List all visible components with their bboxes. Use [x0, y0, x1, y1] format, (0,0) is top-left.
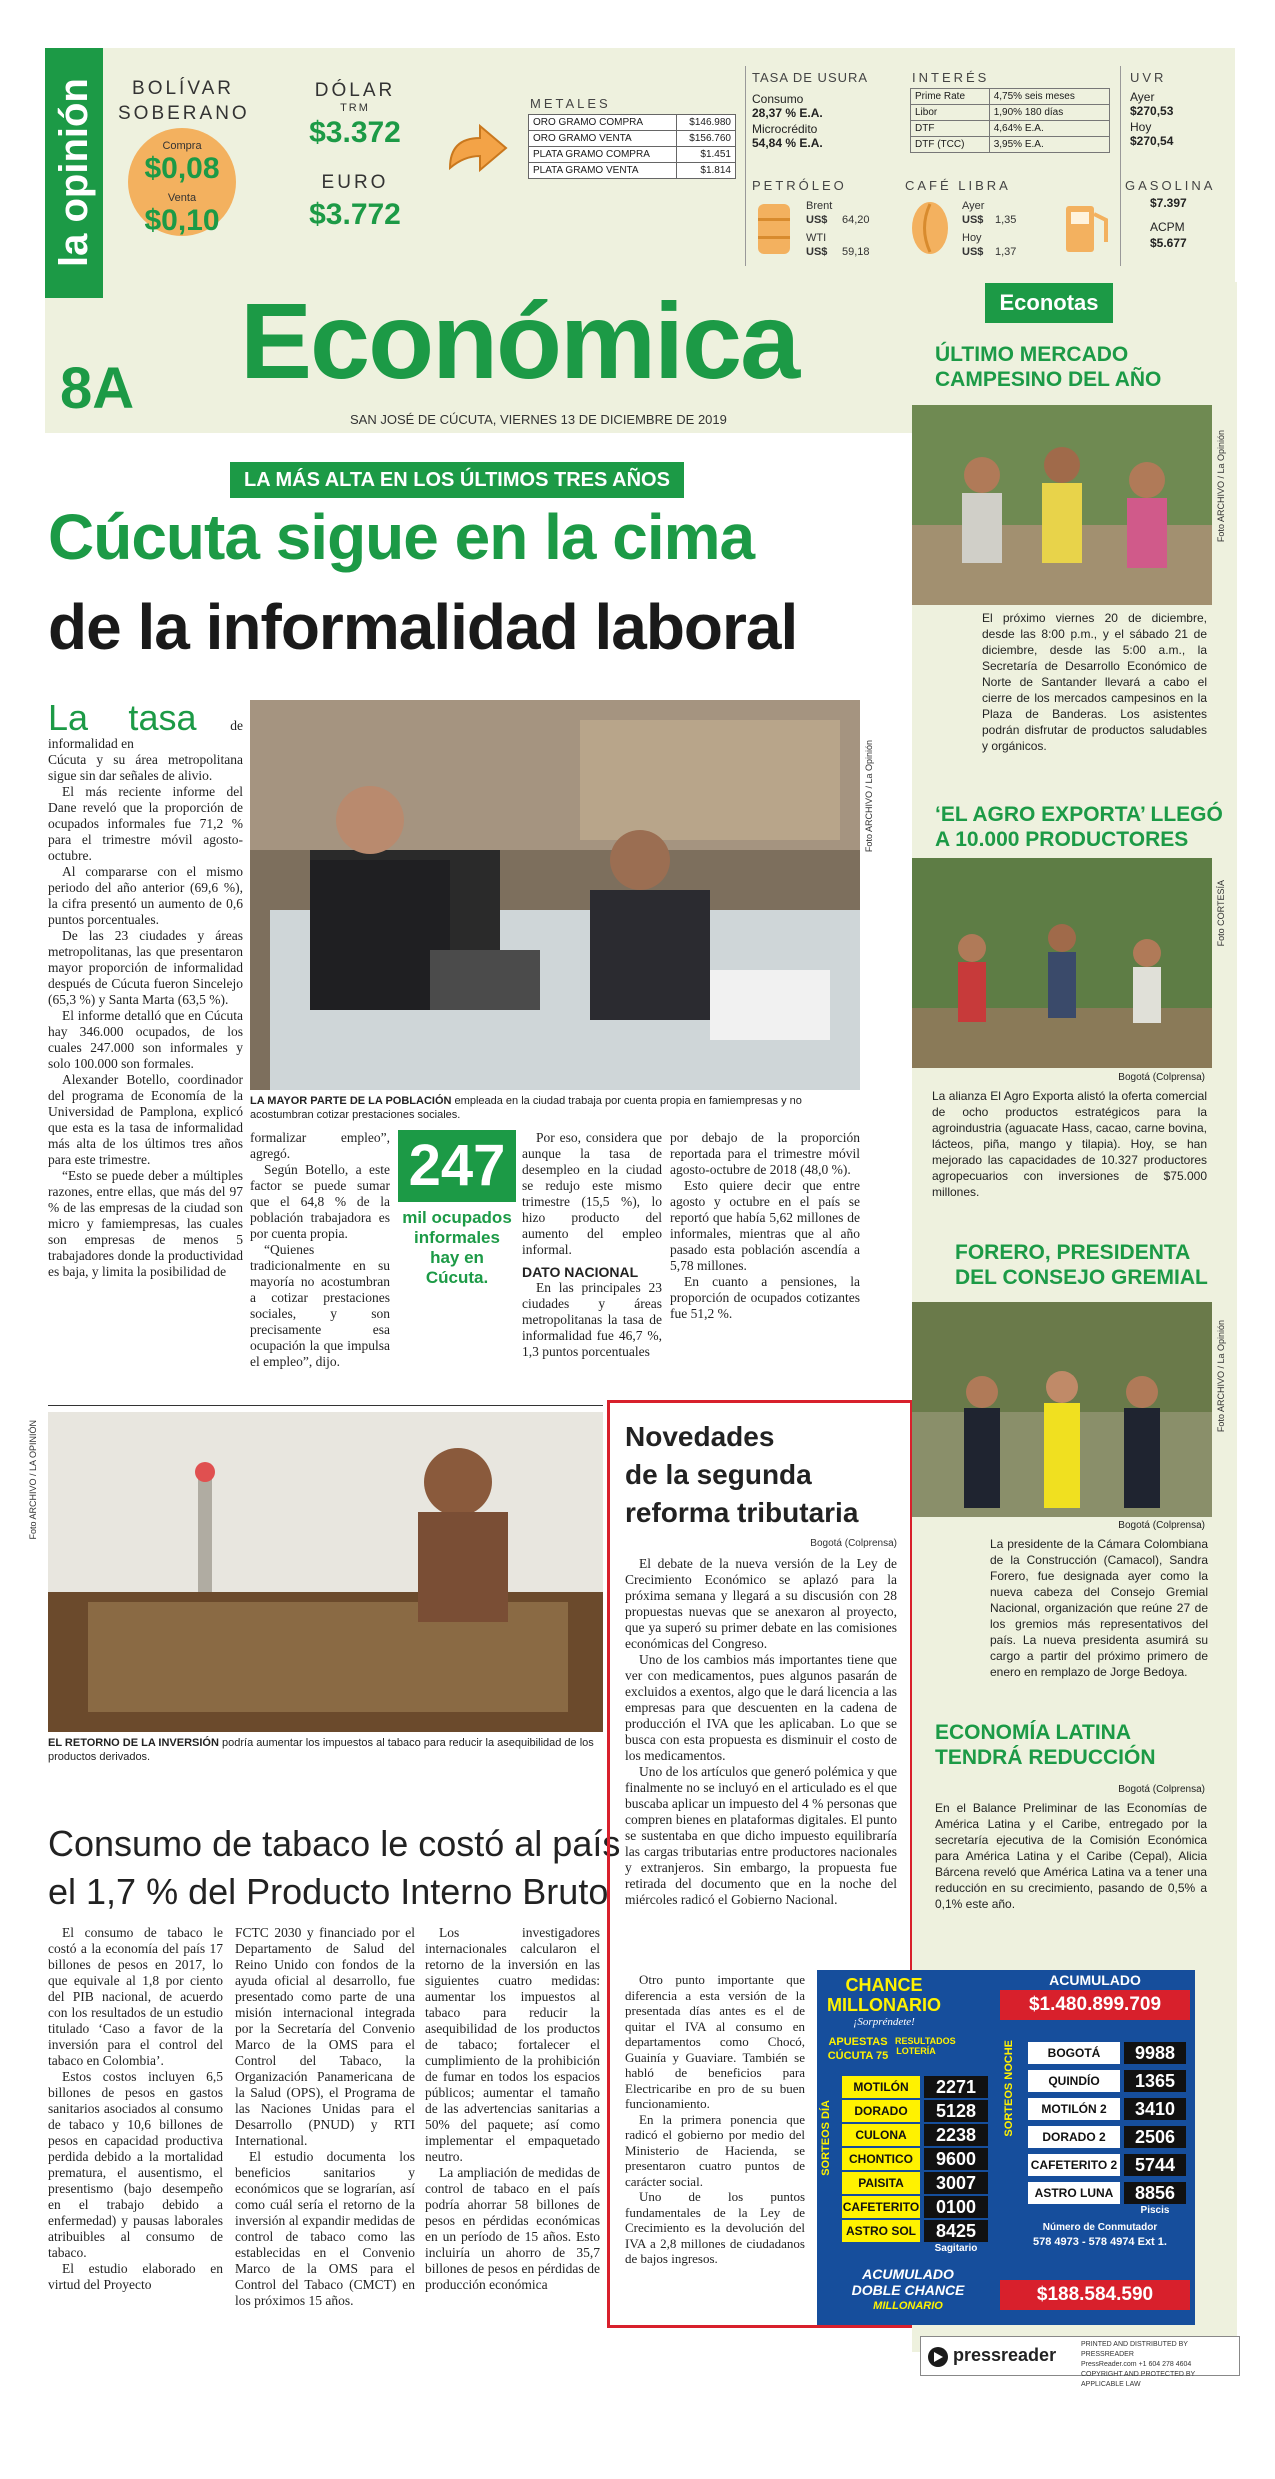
paragraph: “Quienes tradicionalmente en su mayoría no acostumbran a cotizar prestaciones sociales, y son precisamente esa ocupación la que impulsa el empleo”, dijo. [250, 1242, 390, 1369]
econota-2-text: La alianza El Agro Exporta alistó la oferta comercial de ocho productos estratégicos para la agroindustria (aguacate Hass, cacao, carne bovina, lácteos, piña, mango y tilapia). Hoy, se han mejorado las capacidades de 10.327 productores agropecuarios con inversiones de $75.000 millones. [932, 1089, 1207, 1199]
issue-date: SAN JOSÉ DE CÚCUTA, VIERNES 13 DE DICIEMBRE DE 2019 [350, 412, 727, 427]
paragraph: En las principales 23 ciudades y áreas metropolitanas la tasa de informalidad fue 46,7 %, 1,3 puntos porcentuales [522, 1280, 662, 1359]
workshop-photo[interactable] [250, 700, 860, 1090]
uvr-label-2: Hoy [1130, 120, 1152, 134]
lottery-night-value: 1365 [1124, 2070, 1186, 2092]
paragraph: por debajo de la proporción reportada para el trimestre móvil agosto-octubre de 2018 (48,0 %). [670, 1130, 860, 1177]
metal-value: $1.451 [676, 147, 735, 163]
interes-value: 3,95% E.A. [989, 137, 1109, 153]
econota-2-location: Bogotá (Colprensa) [1118, 1072, 1205, 1083]
doble-line-2: DOBLE CHANCE [851, 2282, 965, 2298]
metal-value: $146.980 [676, 115, 735, 131]
econota-2-credit: Foto CORTESÍA [1216, 880, 1226, 947]
fuel-pump-icon [1060, 196, 1116, 256]
econota-3-headline[interactable]: FORERO, PRESIDENTA DEL CONSEJO GREMIAL [955, 1241, 1208, 1289]
caption-rest: empleada en la ciudad trabaja por cuenta propia en famiempresas y no acostumbran cotizar prestaciones sociales. [250, 1095, 802, 1121]
interes-name: Prime Rate [911, 89, 990, 105]
usura-label-2: Microcrédito [752, 122, 818, 136]
interes-row [911, 121, 1110, 137]
paragraph: Uno de los puntos fundamentales de la Ley de Crecimiento es la devolución del IVA a 2,8 millones de ciudadanos de bajos ingresos. [625, 2189, 805, 2266]
petroleo-currency-2: US$ [806, 246, 828, 258]
tobacco-photo-illustration [48, 1412, 603, 1732]
interes-row [911, 105, 1110, 121]
metal-value: $1.814 [676, 163, 735, 179]
paragraph: Estos costos incluyen 6,5 billones de pesos en gastos sanitarios asociados al consumo de tabaco y 10,6 billones de pesos en capacidad productiva perdida debido a la mortalidad prematura, el ausentismo, el presentismo (bajo desempeño en el trabajo debido a enfermedad) y pausas laborales atribuibles al consumo de tabaco. [48, 2069, 223, 2260]
tobacco-column-3 [425, 1925, 600, 2293]
bolivar-sell-label: Venta [167, 192, 197, 204]
tobacco-headline-line-1: Consumo de tabaco le costó al país [48, 1823, 621, 1864]
divider [745, 66, 746, 266]
lottery-day-name: DORADO [842, 2100, 920, 2122]
press-line-3: COPYRIGHT AND PROTECTED BY APPLICABLE LAW [1081, 2371, 1196, 2388]
lottery-slogan: ¡Sorpréndete! [853, 2016, 915, 2028]
tobacco-photo-credit: Foto ARCHIVO / LA OPINIÓN [28, 1420, 38, 1540]
bolivar-title-2: SOBERANO [118, 103, 250, 124]
bolivar-buy-value: $0,08 [144, 152, 220, 185]
novedades-title-3: reforma tributaria [625, 1497, 859, 1528]
stat-label: mil ocupados informales hay en Cúcuta. [402, 1208, 512, 1287]
petroleo-value-1: 64,20 [842, 214, 870, 226]
resultados-label: RESULTADOS LOTERÍA [895, 2036, 956, 2056]
paragraph: El estudio elaborado en virtud del Proyecto [48, 2261, 223, 2292]
econota-1-credit: Foto ARCHIVO / La Opinión [1216, 430, 1226, 543]
market-photo[interactable] [912, 405, 1212, 605]
caption-bold: EL RETORNO DE LA INVERSIÓN [48, 1737, 219, 1749]
paragraph: La ampliación de medidas de control de tabaco en el país podría ahorrar 58 billones de pesos en pérdidas económicas en un período de 15 años. Esto incluiría un ahorro de 35,7 billones de pesos en pérdidas de producción económica [425, 2165, 600, 2292]
story-headline-line-2[interactable]: de la informalidad laboral [48, 591, 798, 663]
paragraph: Por eso, considera que aunque la tasa de desempleo en la ciudad se redujo este mismo trimestre (15,5 %), lo hizo producto del aumento del empleo informal. [522, 1130, 662, 1257]
acpm-label: ACPM [1150, 220, 1185, 234]
press-line-1: PRINTED AND DISTRIBUTED BY PRESSREADER [1081, 2341, 1188, 2358]
press-line-2: PressReader.com +1 604 278 4604 [1081, 2361, 1192, 2368]
paragraph: El consumo de tabaco le costó a la economía del país 17 billones de pesos en 2017, lo que equivale al 1,8 por ciento del PIB nacional, de acuerdo con los resultados de un estudio titulado ‘Caso a favor de la inversión para el control del tabaco en Colombia’. [48, 1925, 223, 2068]
bolivar-title-1: BOLÍVAR [132, 78, 234, 99]
paragraph: Uno de los cambios más importantes tiene que ver con medicamentos, pues algunos pasarán de excluidos a exentos, algo que le dará licencia a las empresas para que descuenten en la cadena de producción el IVA que les aplicaban. Lo que se busca con esta propuesta es disminuir el costo de los medicamentos. [625, 1652, 897, 1763]
interes-value: 4,64% E.A. [989, 121, 1109, 137]
lottery-brand-1: CHANCE [845, 1975, 923, 1995]
paragraph: “Esto se puede deber a múltiples razones, entre ellas, que más del 97 % de las empresas de la ciudad son micro y famiempresas, las cuales son empresas de menos 5 trabajadores donde la productividad es baja, y limita la posibilidad de [48, 1168, 243, 1279]
petroleo-currency-1: US$ [806, 214, 828, 226]
paragraph: Según Botello, a este factor se puede sumar que el 64,8 % de la población trabajadora es por cuenta propia. [250, 1162, 390, 1241]
divider [1120, 66, 1121, 266]
acpm-value: $5.677 [1150, 236, 1187, 250]
caption-rest: podría aumentar los impuestos al tabaco para reducir la asequibilidad de los productos derivados. [48, 1737, 594, 1763]
tobacco-headline[interactable] [48, 1820, 620, 1916]
econota-3-credit: Foto ARCHIVO / La Opinión [1216, 1320, 1226, 1433]
paragraph: Esto quiere decir que entre agosto y octubre en el país se reportó que había 5,62 millones de informales, mientras que al año pasado esta población ascendía a 5,78 millones. [670, 1178, 860, 1273]
interes-row [911, 137, 1110, 153]
interes-row [911, 89, 1110, 105]
lottery-day-value: 8425 [924, 2220, 988, 2242]
lottery-day-name: MOTILÓN [842, 2076, 920, 2098]
photo-credit: Foto ARCHIVO / La Opinión [864, 740, 874, 853]
econota-1-headline[interactable]: ÚLTIMO MERCADO CAMPESINO DEL AÑO [935, 343, 1162, 391]
cafe-currency-2: US$ [962, 246, 984, 258]
metal-name: PLATA GRAMO VENTA [529, 163, 677, 179]
paragraph: Al compararse con el mismo periodo del año anterior (69,6 %), la cifra presentó un aumento de 0,6 puntos porcentuales. [48, 864, 243, 927]
dolar-sub: TRM [340, 102, 370, 114]
econota-1-text: El próximo viernes 20 de diciembre, desde las 8:00 p.m., y el sábado 21 de diciembre, desde las 5:00 a.m., la Secretaría de Desarrollo Económico de Norte de Santander llevará a cabo el cierre de los mercados campesinos en la Plaza de Banderas. Los asistentes podrán disfrutar de productos saludables y orgánicos. [982, 611, 1207, 753]
econota-4-location: Bogotá (Colprensa) [1118, 1784, 1205, 1795]
econota-3-text: La presidente de la Cámara Colombiana de la Construcción (Camacol), Sandra Forero, fue designada ayer como la nueva cabeza del Consejo Gremial Nacional, organización que reúne 27 de los gremios más representativos del país. La nueva presidenta asumirá su cargo a partir del próximo primero de enero en remplazo de Jorge Bedoya. [990, 1537, 1208, 1679]
brand-logo[interactable] [45, 48, 103, 298]
novedades-body-upper [625, 1556, 897, 1908]
story-kicker: LA MÁS ALTA EN LOS ÚLTIMOS TRES AÑOS [230, 462, 684, 498]
lottery-day-name: ASTRO SOL [842, 2220, 920, 2242]
cafe-label-1: Ayer [962, 200, 985, 212]
lottery-brand-2: MILLONARIO [827, 1995, 941, 2015]
paragraph: Otro punto importante que diferencia a esta versión de la presentada días antes es el de quitar el IVA al consumo en departamentos como Chocó, Guainía y Guaviare. También se habló de beneficios para Electricaribe en pro de su buen funcionamiento. [625, 1972, 805, 2111]
agro-photo[interactable] [912, 858, 1212, 1068]
econota-4-text: En el Balance Preliminar de las Economías de América Latina y el Caribe, entregado por la secretaría ejecutiva de la Comisión Económica para América Latina y el Caribe (Cepal), Alicia Bárcena reveló que América Latina va a tener una reducción en su crecimiento, pasando de 0,5% a 0,1% este año. [935, 1801, 1207, 1911]
lottery-day-value: 0100 [924, 2196, 988, 2218]
pressreader-logo-icon [927, 2346, 949, 2368]
lottery-day-value: 9600 [924, 2148, 988, 2170]
lottery-night-name: BOGOTÁ [1028, 2042, 1120, 2064]
section-title: Económica [240, 280, 799, 401]
interes-title: INTERÉS [912, 70, 990, 85]
page-number: 8A [60, 356, 135, 421]
lottery-night-value: 2506 [1124, 2126, 1186, 2148]
paragraph: formalizar empleo”, agregó. [250, 1130, 390, 1161]
paragraph: El estudio documenta los beneficios sanitarios y económicos que se lograrían, así como cuál sería el retorno de la inversión al expandir medidas de control de tabaco como las establecidas en el Convenio Marco de la OMS para el Control del Tabaco (CMCT) en los próximos 15 años. [235, 2149, 415, 2308]
novedades-body-lower [625, 1972, 805, 2267]
paragraph: De las 23 ciudades y áreas metropolitanas, las que presentaron mayor proporción de informalidad después de Cúcuta fueron Sincelejo (65,3 %) y Santa Marta (63,5 %). [48, 928, 243, 1007]
lottery-day-value: 3007 [924, 2172, 988, 2194]
econota-4-headline[interactable]: ECONOMÍA LATINA TENDRÁ REDUCCIÓN [935, 1721, 1156, 1769]
cafe-title: CAFÉ LIBRA [905, 178, 1011, 193]
apuestas-2: CÚCUTA 75 [827, 2050, 889, 2062]
metales-row [529, 115, 736, 131]
market-photo-illustration [912, 405, 1212, 605]
lottery-night-value: 5744 [1124, 2154, 1186, 2176]
paragraph: El informe detalló que en Cúcuta hay 346.000 ocupados, de los cuales 247.000 son informales y solo 100.000 son formales. [48, 1008, 243, 1071]
tobacco-column-2 [235, 1925, 415, 2309]
paragraph: Alexander Botello, coordinador del programa de Economía de la Universidad de Pamplona, explicó que esta es la tasa de informalidad más alta de los últimos tres años para este trimestre. [48, 1072, 243, 1167]
paragraph: En cuanto a pensiones, la proporción de ocupados cotizantes fue 51,2 %. [670, 1274, 860, 1321]
metales-row [529, 131, 736, 147]
story-column-4 [670, 1130, 860, 1322]
metales-row [529, 163, 736, 179]
lottery-night-name: MOTILÓN 2 [1028, 2098, 1120, 2120]
astro-luna-sign: Piscis [1140, 2205, 1170, 2216]
apuestas-1: APUESTAS [828, 2036, 888, 2048]
petroleo-title: PETRÓLEO [752, 178, 847, 193]
gremial-photo[interactable] [912, 1302, 1212, 1517]
pressreader-footer[interactable] [920, 2336, 1240, 2388]
lead-rest: de informalidad en [48, 718, 243, 751]
dolar-title: DÓLAR [314, 80, 396, 101]
lottery-day-name: CHONTICO [842, 2148, 920, 2170]
dropcap: La tasa [48, 700, 197, 738]
paragraph: Uno de los artículos que generó polémica y que finalmente no se incluyó en el articulado es el que buscaba aplicar un impuesto del 4 % personas que compren bienes en plataformas digitales. El punto se sustentaba en que dicho impuesto equilibraría las cargas tributarias entre productores nacionales y extranjeros. Sin embargo, la propuesta fue retirada del documento que en la noche del miércoles radicó el Gobierno Nacional. [625, 1764, 897, 1907]
caption-bold: LA MAYOR PARTE DE LA POBLACIÓN [250, 1095, 452, 1107]
econota-3-location: Bogotá (Colprensa) [1118, 1520, 1205, 1531]
lottery-night-name: DORADO 2 [1028, 2126, 1120, 2148]
cafe-currency-1: US$ [962, 214, 984, 226]
tobacco-photo[interactable] [48, 1412, 603, 1732]
metal-name: PLATA GRAMO COMPRA [529, 147, 677, 163]
cafe-value-1: 1,35 [995, 214, 1017, 226]
novedades-title-1: Novedades [625, 1421, 775, 1452]
gold-arrow-icon [440, 108, 518, 186]
acumulado-label: ACUMULADO [1049, 1972, 1141, 1988]
metales-title: METALES [530, 96, 611, 111]
coffee-bean-icon [905, 198, 955, 258]
petroleo-label-2: WTI [806, 232, 827, 244]
doble-line-1: ACUMULADO [862, 2266, 954, 2282]
paragraph: Los investigadores internacionales calcularon el retorno de la inversión en las siguientes cuatro medidas: aumentar los impuestos al tabaco para reducir la asequibilidad de los productos de tabaco; fortalecer el cumplimiento de la prohibición de fumar en todos los espacios públicos; aumentar el tamaño de las advertencias sanitarias a 50% del paquete; así como implementar el empaquetado neutro. [425, 1925, 600, 2164]
usura-label-1: Consumo [752, 92, 804, 106]
photo-caption [250, 1094, 860, 1122]
pressreader-legal [1081, 2340, 1239, 2390]
cafe-label-2: Hoy [962, 232, 982, 244]
lottery-night-value: 8856 [1124, 2182, 1186, 2204]
interes-name: DTF (TCC) [911, 137, 990, 153]
gremial-photo-illustration [912, 1302, 1212, 1517]
interes-name: Libor [911, 105, 990, 121]
paragraph: FCTC 2030 y financiado por el Departamento de Salud del Reino Unido con fondos de la ayuda oficial al desarrollo, fue presentado como parte de una misión internacional integrada por la Secretaría del Convenio Marco de la OMS para el Control del Tabaco, la Organización Panamericana de la Salud (OPS), el Programa de las Naciones Unidas para el Desarrollo (PNUD) y RTI International. [235, 1925, 415, 2148]
lottery-day-value: 5128 [924, 2100, 988, 2122]
paragraph: En la primera ponencia que radicó el gobierno por medio del Ministerio de Hacienda, se presentaron cuatro puntos de carácter social. [625, 2111, 805, 2189]
story-column-3 [522, 1130, 662, 1360]
brand-name: la opinión [52, 78, 96, 268]
story-column-2 [250, 1130, 390, 1370]
econota-2-headline[interactable]: ‘EL AGRO EXPORTA’ LLEGÓ A 10.000 PRODUCTORES [935, 803, 1223, 851]
sorteos-noche-label: SORTEOS NOCHE [1003, 2040, 1015, 2137]
paragraph: Cúcuta y su área metropolitana sigue sin dar señales de alivio. [48, 752, 243, 783]
paragraph: El debate de la nueva versión de la Ley de Crecimiento Económico se aplazó para la próxima semana y llegará a su discusión con 28 propuestas nuevas que se anexaron al proyecto, que ya superó su primer debate en las comisiones económicas del Congreso. [625, 1556, 897, 1651]
story-column-1 [48, 700, 243, 1280]
conmutador-number: 578 4973 - 578 4974 Ext 1. [1033, 2236, 1167, 2248]
uvr-title: UVR [1130, 70, 1167, 85]
petroleo-label-1: Brent [806, 200, 833, 212]
stat-number: 247 [398, 1130, 516, 1202]
interes-table [910, 88, 1110, 153]
metal-name: ORO GRAMO VENTA [529, 131, 677, 147]
oil-barrel-icon [752, 200, 796, 258]
novedades-headline[interactable] [625, 1418, 858, 1532]
cafe-value-2: 1,37 [995, 246, 1017, 258]
tobacco-column-1 [48, 1925, 223, 2293]
sorteos-dia-label: SORTEOS DÍA [820, 2100, 832, 2176]
lottery-day-name: CULONA [842, 2124, 920, 2146]
lottery-day-value: 2271 [924, 2076, 988, 2098]
novedades-title-2: de la segunda [625, 1459, 812, 1490]
uvr-value-2: $270,54 [1130, 134, 1174, 148]
lottery-night-name: QUINDÍO [1028, 2070, 1120, 2092]
lottery-night-name: ASTRO LUNA [1028, 2182, 1120, 2204]
euro-title: EURO [321, 172, 389, 193]
pressreader-brand: pressreader [953, 2345, 1057, 2365]
gasolina-title: GASOLINA [1125, 178, 1216, 193]
uvr-value-1: $270,53 [1130, 104, 1174, 118]
metales-row [529, 147, 736, 163]
tobacco-headline-line-2: el 1,7 % del Producto Interno Bruto [48, 1871, 609, 1912]
doble-value: $188.584.590 [1000, 2280, 1190, 2310]
metales-table [528, 114, 736, 179]
doble-chance-label [828, 2266, 988, 2314]
stat-box [398, 1130, 516, 1335]
lottery-night-value: 9988 [1124, 2042, 1186, 2064]
bolivar-buy-label: Compra [162, 140, 202, 152]
lottery-night-value: 3410 [1124, 2098, 1186, 2120]
gasolina-value: $7.397 [1150, 196, 1187, 210]
workshop-photo-illustration [250, 700, 860, 1090]
uvr-label-1: Ayer [1130, 90, 1155, 104]
doble-line-3: MILLONARIO [873, 2300, 943, 2312]
acumulado-value: $1.480.899.709 [1000, 1990, 1190, 2020]
metal-value: $156.760 [676, 131, 735, 147]
story-headline-line-1[interactable]: Cúcuta sigue en la cima [48, 501, 755, 573]
novedades-location: Bogotá (Colprensa) [810, 1538, 897, 1549]
dolar-value: $3.372 [309, 116, 401, 149]
conmutador-label: Número de Conmutador [1042, 2222, 1158, 2233]
lottery-night-name: CAFETERITO 2 [1028, 2154, 1120, 2176]
tobacco-caption [48, 1736, 603, 1764]
agro-photo-illustration [912, 858, 1212, 1068]
lottery-day-name: CAFETERITO [842, 2196, 920, 2218]
usura-value-1: 28,37 % E.A. [752, 106, 823, 120]
interes-value: 4,75% seis meses [989, 89, 1109, 105]
paragraph: El más reciente informe del Dane reveló que la proporción de ocupados informales fue 71,2 % para el trimestre móvil agosto-octubre. [48, 784, 243, 863]
section-rule [48, 1405, 603, 1406]
interes-value: 1,90% 180 días [989, 105, 1109, 121]
bolivar-sell-value: $0,10 [144, 204, 220, 237]
petroleo-value-2: 59,18 [842, 246, 870, 258]
metal-name: ORO GRAMO COMPRA [529, 115, 677, 131]
usura-title: TASA DE USURA [752, 70, 869, 85]
interes-name: DTF [911, 121, 990, 137]
econotas-tag: Econotas [985, 283, 1113, 323]
euro-value: $3.772 [309, 198, 401, 231]
lottery-day-name: PAISITA [842, 2172, 920, 2194]
astro-sol-sign: Sagitario [934, 2243, 978, 2254]
usura-value-2: 54,84 % E.A. [752, 136, 823, 150]
lottery-day-value: 2238 [924, 2124, 988, 2146]
subhead: DATO NACIONAL [522, 1264, 639, 1280]
